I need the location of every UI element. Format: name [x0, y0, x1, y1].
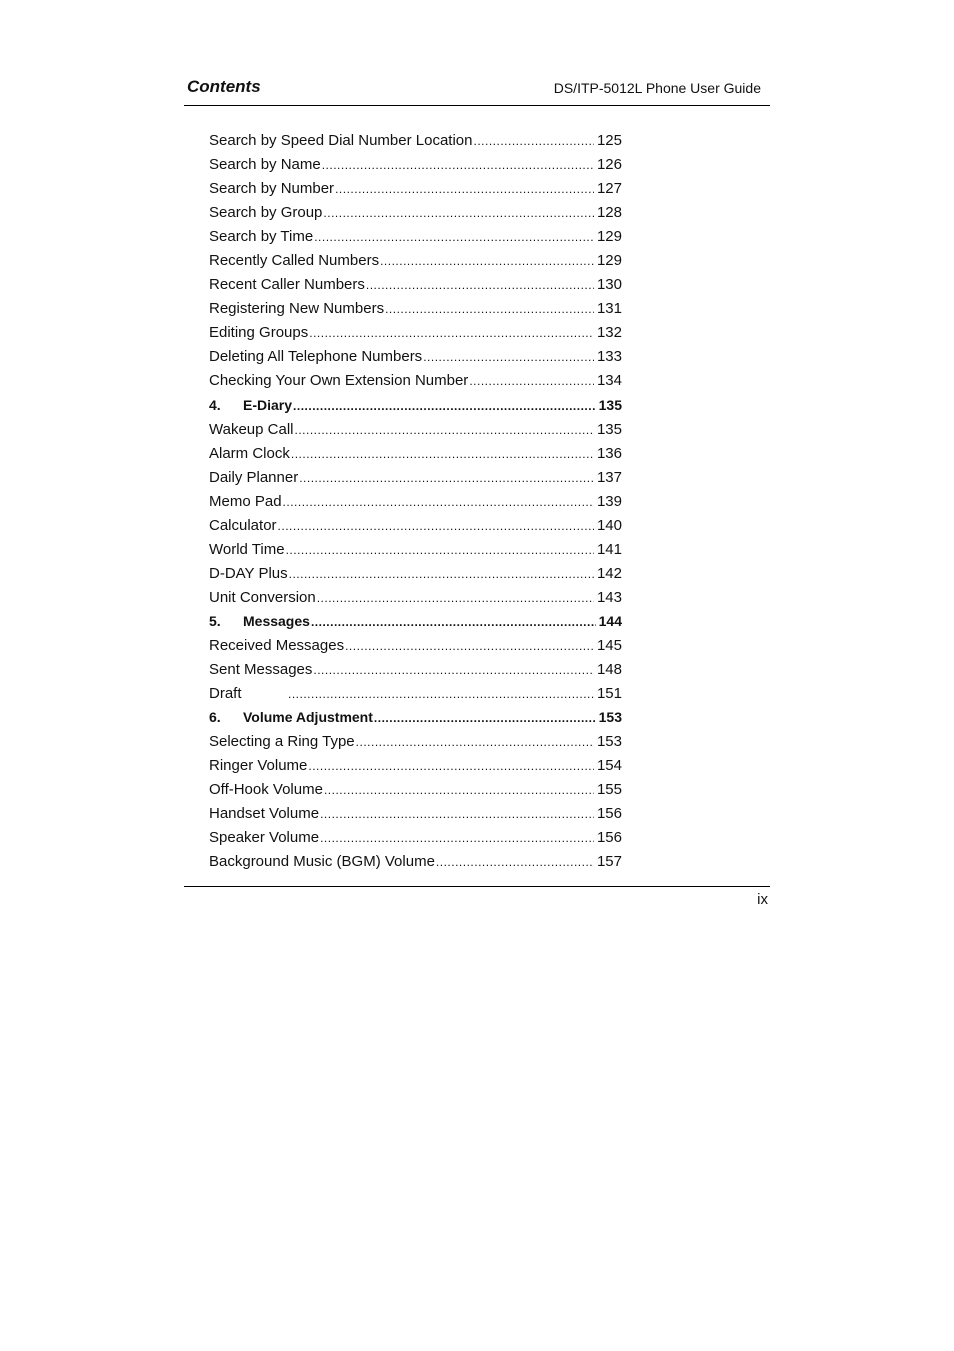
- toc-entry-title: Volume Adjustment: [243, 709, 373, 726]
- toc-entry: [209, 372, 622, 396]
- toc-page-number: 128: [596, 204, 622, 222]
- toc-page-number: 134: [596, 372, 622, 390]
- toc-entry-title: Draft: [209, 685, 242, 703]
- toc-page-number: 139: [596, 492, 622, 510]
- toc-entry: [209, 637, 622, 661]
- toc-entry: [209, 829, 622, 853]
- toc-entry-title: Deleting All Telephone Numbers: [209, 348, 423, 366]
- toc-dot-leader: [314, 230, 594, 244]
- toc-entry-title: Search by Speed Dial Number Location: [209, 132, 473, 149]
- toc-page-number: 135: [598, 396, 622, 413]
- page-number: ix: [757, 891, 768, 908]
- toc-dot-leader: [291, 447, 594, 461]
- toc-entry: [209, 204, 622, 228]
- toc-chapter-entry: [209, 709, 622, 733]
- toc-chapter-number: 6.: [209, 709, 221, 726]
- toc-entry-title: Search by Name: [209, 156, 321, 174]
- toc-entry-title: Search by Number: [209, 180, 335, 198]
- toc-dot-leader: [380, 254, 594, 268]
- toc-page-number: 144: [598, 612, 622, 629]
- toc-dot-leader: [311, 615, 596, 629]
- toc-entry-title: E-Diary: [243, 396, 293, 413]
- toc-entry: [209, 733, 622, 757]
- toc-page-number: 153: [596, 733, 622, 751]
- toc-dot-leader: [320, 807, 594, 821]
- toc-dot-leader: [294, 423, 593, 437]
- toc-entry-title: World Time: [209, 540, 285, 558]
- toc-dot-leader: [313, 663, 594, 677]
- toc-entry: [209, 324, 622, 348]
- toc-entry: [209, 661, 622, 685]
- toc-page-number: 154: [596, 757, 622, 775]
- toc-dot-leader: [423, 350, 594, 364]
- section-title: Contents: [187, 77, 261, 96]
- toc-entry: [209, 493, 622, 517]
- toc-entry: [209, 469, 622, 493]
- toc-entry: [209, 685, 622, 709]
- toc-entry-title: Calculator: [209, 516, 277, 534]
- toc-page-number: 135: [596, 420, 622, 438]
- toc-page-number: 129: [596, 252, 622, 270]
- toc-entry-title: Recently Called Numbers: [209, 252, 380, 270]
- toc-page-number: 129: [596, 228, 622, 246]
- toc-entry-title: Off-Hook Volume: [209, 781, 323, 799]
- toc-chapter-entry: [209, 613, 622, 637]
- toc-entry: [209, 445, 622, 469]
- toc-dot-leader: [322, 158, 594, 172]
- toc-entry: [209, 276, 622, 300]
- toc-entry: [209, 757, 622, 781]
- toc-entry: [209, 348, 622, 372]
- toc-entry-title: D-DAY Plus: [209, 564, 288, 582]
- toc-entry: [209, 541, 622, 565]
- toc-entry-title: Received Messages: [209, 636, 345, 654]
- toc-entry-title: Handset Volume: [209, 805, 320, 823]
- toc-entry: [209, 781, 622, 805]
- toc-entry-title: Search by Time: [209, 228, 314, 246]
- toc-dot-leader: [317, 591, 594, 605]
- toc-entry: [209, 517, 622, 541]
- toc-entry: [209, 853, 622, 877]
- toc-entry-title: Recent Caller Numbers: [209, 276, 365, 294]
- toc-entry: [209, 252, 622, 276]
- toc-dot-leader: [293, 399, 596, 413]
- page-footer: [184, 886, 770, 908]
- toc-chapter-entry: [209, 397, 622, 421]
- toc-entry-title: Daily Planner: [209, 468, 299, 486]
- toc-entry: [209, 132, 622, 156]
- toc-dot-leader: [366, 278, 594, 292]
- toc-chapter-number: 4.: [209, 396, 221, 413]
- toc-page-number: 126: [596, 156, 622, 174]
- toc-page-number: 140: [596, 516, 622, 534]
- toc-dot-leader: [289, 567, 594, 581]
- toc-dot-leader: [299, 471, 594, 485]
- toc-page-number: 151: [596, 685, 622, 703]
- toc-page-number: 132: [596, 324, 622, 342]
- toc-page-number: 143: [596, 588, 622, 606]
- toc-page-number: 131: [596, 300, 622, 318]
- toc-entry: [209, 180, 622, 204]
- toc-dot-leader: [286, 543, 594, 557]
- toc-dot-leader: [288, 687, 594, 701]
- toc-page-number: 156: [596, 829, 622, 847]
- table-of-contents: [209, 132, 622, 877]
- toc-entry: [209, 156, 622, 180]
- toc-page-number: 155: [596, 781, 622, 799]
- toc-dot-leader: [320, 831, 594, 845]
- toc-dot-leader: [323, 206, 594, 220]
- toc-entry-title: Memo Pad: [209, 492, 282, 510]
- toc-entry: [209, 565, 622, 589]
- toc-dot-leader: [278, 519, 594, 533]
- toc-page-number: 125: [596, 132, 622, 149]
- guide-title: DS/ITP-5012L Phone User Guide: [553, 80, 761, 96]
- toc-dot-leader: [308, 759, 594, 773]
- toc-page-number: 127: [596, 180, 622, 198]
- toc-entry-title: Wakeup Call: [209, 420, 294, 438]
- toc-page-number: 157: [596, 853, 622, 871]
- toc-dot-leader: [345, 639, 594, 653]
- toc-entry: [209, 421, 622, 445]
- toc-page-number: 148: [596, 661, 622, 679]
- toc-page-number: 141: [596, 540, 622, 558]
- toc-page-number: 136: [596, 444, 622, 462]
- toc-entry-title: Ringer Volume: [209, 757, 308, 775]
- toc-entry-title: Unit Conversion: [209, 588, 316, 606]
- toc-dot-leader: [374, 711, 596, 725]
- toc-dot-leader: [385, 302, 594, 316]
- toc-entry-title: Speaker Volume: [209, 829, 320, 847]
- toc-entry: [209, 228, 622, 252]
- toc-entry: [209, 589, 622, 613]
- toc-entry-title: Registering New Numbers: [209, 300, 385, 318]
- toc-page-number: 156: [596, 805, 622, 823]
- toc-dot-leader: [324, 783, 594, 797]
- toc-dot-leader: [436, 855, 594, 869]
- toc-page-number: 137: [596, 468, 622, 486]
- page-header: [184, 72, 770, 106]
- toc-entry-title: Search by Group: [209, 204, 323, 222]
- toc-entry-title: Messages: [243, 612, 310, 629]
- toc-page-number: 153: [598, 709, 622, 726]
- toc-entry-title: Alarm Clock: [209, 444, 290, 462]
- toc-page-number: 142: [596, 564, 622, 582]
- toc-entry-title: Checking Your Own Extension Number: [209, 372, 469, 390]
- toc-dot-leader: [356, 735, 594, 749]
- toc-dot-leader: [469, 374, 594, 388]
- toc-entry-title: Selecting a Ring Type: [209, 733, 355, 751]
- toc-chapter-number: 5.: [209, 612, 221, 629]
- toc-dot-leader: [309, 326, 594, 340]
- toc-entry: [209, 805, 622, 829]
- toc-dot-leader: [473, 134, 593, 148]
- toc-page-number: 145: [596, 636, 622, 654]
- toc-entry-title: Editing Groups: [209, 324, 309, 342]
- toc-page-number: 130: [596, 276, 622, 294]
- toc-dot-leader: [335, 182, 594, 196]
- toc-entry-title: Background Music (BGM) Volume: [209, 853, 435, 871]
- toc-page-number: 133: [596, 348, 622, 366]
- toc-entry-title: Sent Messages: [209, 661, 313, 679]
- toc-dot-leader: [283, 495, 594, 509]
- toc-entry: [209, 300, 622, 324]
